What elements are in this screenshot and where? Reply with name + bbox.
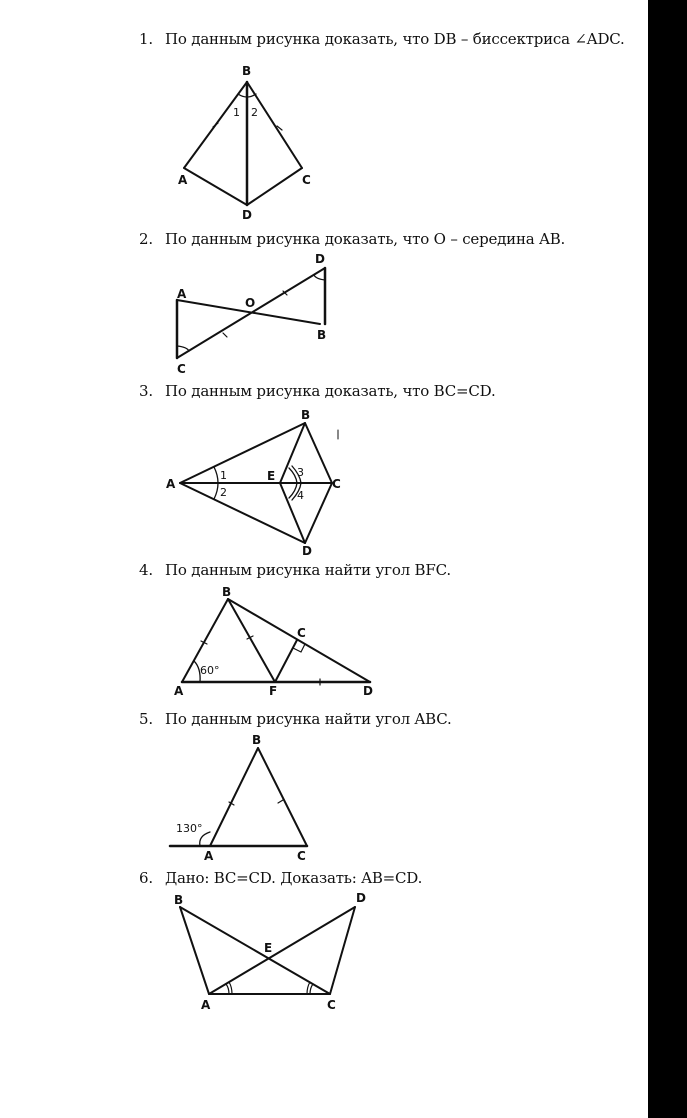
problem-statement: По данным рисунка доказать, что O – середина AB. <box>165 230 566 248</box>
figure-4-triangle <box>160 582 390 702</box>
label-B: B <box>242 64 252 78</box>
label-C: C <box>302 173 311 187</box>
label-B: B <box>174 893 184 907</box>
problem-4-text <box>139 561 451 579</box>
label-C: C <box>327 998 336 1012</box>
problem-number: 6. <box>139 869 153 887</box>
figure-1-kite <box>160 60 340 225</box>
problem-statement: Дано: BC=CD. Доказать: AB=CD. <box>165 869 423 887</box>
angle-label-3: 3 <box>297 466 304 479</box>
angle-label-60: 60° <box>200 664 220 677</box>
problem-2-text <box>139 230 565 248</box>
label-B: B <box>317 328 327 342</box>
problem-3-text <box>139 382 496 400</box>
label-C: C <box>332 477 341 491</box>
angle-label-4: 4 <box>297 489 304 502</box>
problem-number: 4. <box>139 561 153 579</box>
problem-5-text <box>139 710 452 728</box>
label-A: A <box>204 849 214 863</box>
figure-5-isosceles-triangle <box>160 730 330 865</box>
problem-number: 5. <box>139 710 153 728</box>
label-B: B <box>222 585 232 599</box>
label-C: C <box>177 362 186 376</box>
label-O: O <box>245 296 256 310</box>
label-D: D <box>356 891 366 905</box>
angle-label-1: 1 <box>220 469 227 482</box>
label-B: B <box>301 408 311 422</box>
label-E: E <box>267 469 276 483</box>
label-C: C <box>297 849 306 863</box>
problem-1-text <box>139 30 625 48</box>
label-D: D <box>315 252 325 266</box>
angle-label-2: 2 <box>251 106 258 119</box>
label-A: A <box>177 287 187 301</box>
label-D: D <box>363 684 373 698</box>
right-black-margin <box>648 0 687 1118</box>
label-E: E <box>264 941 273 955</box>
label-C: C <box>297 626 306 640</box>
angle-label-130: 130° <box>176 822 203 835</box>
label-D: D <box>302 544 312 558</box>
label-D: D <box>242 208 252 222</box>
problem-statement: По данным рисунка доказать, что BC=CD. <box>165 382 496 400</box>
label-A: A <box>166 477 176 491</box>
label-F: F <box>269 684 278 698</box>
figure-3-quadrilateral <box>160 408 360 558</box>
label-A: A <box>174 684 184 698</box>
problem-number: 1. <box>139 30 153 48</box>
angle-label-2: 2 <box>220 486 227 499</box>
label-A: A <box>201 998 211 1012</box>
label-B: B <box>252 733 262 747</box>
problem-statement: По данным рисунка найти угол ABC. <box>165 710 452 728</box>
figure-2-crossed-segments <box>160 250 350 375</box>
angle-label-1: 1 <box>233 106 240 119</box>
problem-6-text <box>139 869 422 887</box>
figure-6-crossed-quadrilateral <box>160 890 380 1020</box>
problem-number: 2. <box>139 230 153 248</box>
problem-number: 3. <box>139 382 153 400</box>
problem-statement: По данным рисунка доказать, что DB – биссектриса ∠ADC. <box>165 30 625 48</box>
label-A: A <box>178 173 188 187</box>
problem-statement: По данным рисунка найти угол BFC. <box>165 561 451 579</box>
